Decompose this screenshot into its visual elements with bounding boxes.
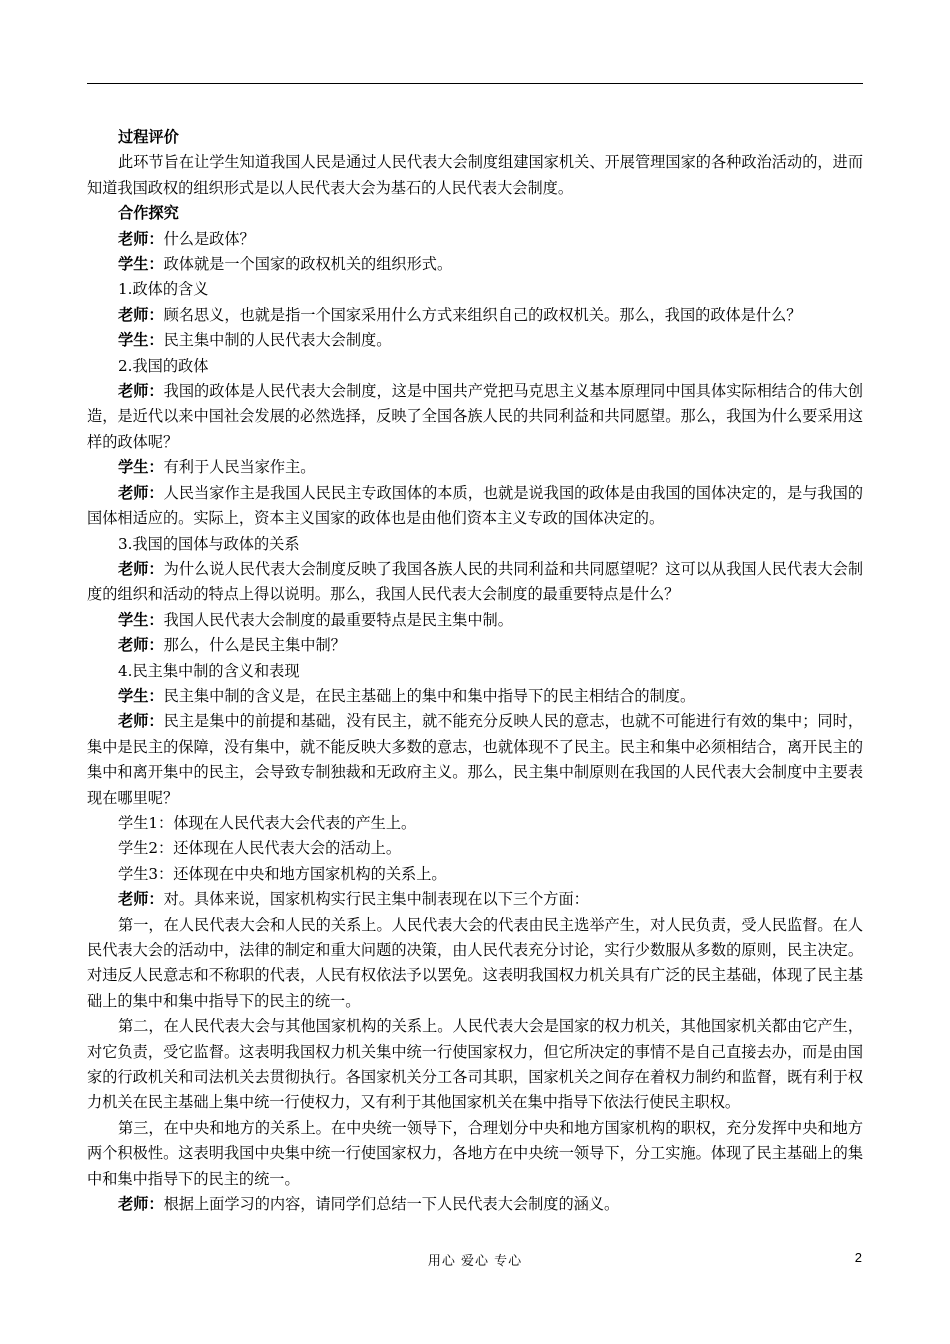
paragraph-text: 那么，什么是民主集中制？ bbox=[163, 636, 346, 655]
speaker-label: 老师： bbox=[118, 229, 164, 248]
paragraph-text: 对。具体来说，国家机构实行民主集中制表现在以下三个方面： bbox=[163, 890, 589, 909]
paragraph-text: 人民当家作主是我国人民民主专政国体的本质，也就是说我国的政体是由我国的国体决定的，是与我国的国体相适应的。实际上，资本主义国家的政体也是由他们资本主义专政的国体决定的。 bbox=[87, 483, 864, 528]
dialogue-paragraph bbox=[87, 1014, 863, 1116]
paragraph-text: 第三，在中央和地方的关系上。在中央统一领导下，合理划分中央和地方国家机构的职权，充分发挥中央和地方两个积极性。这表明我国中央集中统一行使国家权力，各地方在中央统一领导下，分工实施。体现了民主基础上的集中和集中指导下的民主的统一。 bbox=[87, 1118, 863, 1188]
paragraph-text: 民主集中制的含义是，在民主基础上的集中和集中指导下的民主相结合的制度。 bbox=[163, 686, 696, 705]
speaker-label: 老师： bbox=[118, 890, 164, 909]
dialogue-paragraph bbox=[87, 1192, 863, 1217]
dialogue-paragraph bbox=[87, 1116, 863, 1192]
dialogue-paragraph bbox=[87, 684, 863, 709]
dialogue-paragraph bbox=[87, 913, 863, 1015]
speaker-label: 老师： bbox=[118, 382, 164, 401]
dialogue-paragraph bbox=[87, 633, 863, 658]
paragraph-text: 第二，在人民代表大会与其他国家机构的关系上。人民代表大会是国家的权力机关，其他国家机关都由它产生，对它负责，受它监督。这表明我国权力机关集中统一行使国家权力，但它所决定的事情不是自己直接去办，而是由国家的行政机关和司法机关去贯彻执行。各国家机关分工各司其职，国家机关之间存在着权力制约和监督，既有利于权力机关在民主基础上集中统一行使权力，又有利于其他国家机关在集中指导下依法行使民主职权。 bbox=[87, 1017, 863, 1112]
dialogue-paragraph bbox=[87, 328, 863, 353]
paragraph-text: 我国人民代表大会制度的最重要特点是民主集中制。 bbox=[163, 610, 513, 629]
speaker-label: 学生： bbox=[118, 331, 164, 350]
dialogue-paragraph bbox=[87, 659, 863, 684]
speaker-label: 老师： bbox=[118, 305, 164, 324]
dialogue-paragraph bbox=[87, 557, 863, 608]
paragraph-text: 政体就是一个国家的政权机关的组织形式。 bbox=[163, 255, 453, 274]
dialogue-paragraph bbox=[87, 836, 863, 861]
paragraph-text: 2.我国的政体 bbox=[118, 356, 209, 375]
dialogue-paragraph bbox=[87, 481, 863, 532]
paragraph-text: 4.民主集中制的含义和表现 bbox=[118, 661, 300, 680]
section-heading-process: 过程评价 bbox=[118, 128, 179, 146]
speaker-label: 学生： bbox=[118, 255, 164, 274]
paragraph-text: 第一，在人民代表大会和人民的关系上。人民代表大会的代表由民主选举产生，对人民负责，受人民监督。在人民代表大会的活动中，法律的制定和重大问题的决策，由人民代表充分讨论，实行少数服从多数的原则，民主决定。对违反人民意志和不称职的代表，人民有权依法予以罢免。这表明我国权力机关具有广泛的民主基础，体现了民主基础上的集中和集中指导下的民主的统一。 bbox=[87, 915, 863, 1010]
paragraph-text: 顾名思义，也就是指一个国家采用什么方式来组织自己的政权机关。那么，我国的政体是什么？ bbox=[163, 305, 802, 324]
paragraph-text: 我国的政体是人民代表大会制度，这是中国共产党把马克思主义基本原理同中国具体实际相结合的伟大创造，是近代以来中国社会发展的必然选择，反映了全国各族人民的共同利益和共同愿望。那么，我国为什么要采用这样的政体呢？ bbox=[87, 382, 864, 451]
paragraph-text: 学生1：体现在人民代表大会代表的产生上。 bbox=[118, 813, 417, 832]
page-footer bbox=[0, 1250, 950, 1270]
dialogue-paragraph bbox=[87, 227, 863, 252]
section-heading-cooperation: 合作探究 bbox=[118, 204, 179, 223]
document-body bbox=[87, 125, 863, 1217]
speaker-label: 老师： bbox=[118, 712, 164, 731]
paragraph-text: 学生2：还体现在人民代表大会的活动上。 bbox=[118, 839, 402, 858]
page-number: 2 bbox=[854, 1250, 862, 1265]
dialogue-paragraph bbox=[87, 303, 863, 328]
paragraph-text: 为什么说人民代表大会制度反映了我国各族人民的共同利益和共同愿望呢？这可以从我国人民代表大会制度的组织和活动的特点上得以说明。那么，我国人民代表大会制度的最重要特点是什么？ bbox=[87, 559, 864, 604]
dialogue-list bbox=[87, 227, 863, 1218]
dialogue-paragraph bbox=[87, 532, 863, 557]
paragraph-text: 3.我国的国体与政体的关系 bbox=[118, 534, 300, 553]
dialogue-paragraph bbox=[87, 379, 863, 455]
dialogue-paragraph bbox=[87, 862, 863, 887]
speaker-label: 老师： bbox=[118, 483, 164, 502]
dialogue-paragraph bbox=[87, 709, 863, 811]
paragraph-text: 1.政体的含义 bbox=[118, 280, 209, 299]
dialogue-paragraph bbox=[87, 252, 863, 277]
paragraph-text: 什么是政体？ bbox=[163, 229, 255, 248]
speaker-label: 学生： bbox=[118, 610, 164, 629]
paragraph-text: 有利于人民当家作主。 bbox=[163, 458, 316, 477]
speaker-label: 学生： bbox=[118, 458, 164, 477]
dialogue-paragraph bbox=[87, 455, 863, 480]
dialogue-paragraph bbox=[87, 277, 863, 302]
dialogue-paragraph bbox=[87, 354, 863, 379]
speaker-label: 老师： bbox=[118, 559, 164, 578]
paragraph-text: 根据上面学习的内容，请同学们总结一下人民代表大会制度的涵义。 bbox=[163, 1195, 620, 1214]
speaker-label: 老师： bbox=[118, 636, 164, 655]
speaker-label: 学生： bbox=[118, 686, 164, 705]
footer-motto: 用心 爱心 专心 bbox=[427, 1254, 523, 1269]
intro-paragraph: 此环节旨在让学生知道我国人民是通过人民代表大会制度组建国家机关、开展管理国家的各种政治活动的，进而知道我国政权的组织形式是以人民代表大会为基石的人民代表大会制度。 bbox=[87, 153, 863, 197]
dialogue-paragraph bbox=[87, 811, 863, 836]
paragraph-text: 民主是集中的前提和基础，没有民主，就不能充分反映人民的意志，也就不可能进行有效的集中；同时，集中是民主的保障，没有集中，就不能反映大多数的意志，也就体现不了民主。民主和集中必须相结合，离开民主的集中和离开集中的民主，会导致专制独裁和无政府主义。那么，民主集中制原则在我国的人民代表大会制度中主要表现在哪里呢？ bbox=[87, 712, 864, 807]
dialogue-paragraph bbox=[87, 887, 863, 912]
header-rule bbox=[87, 83, 863, 84]
dialogue-paragraph bbox=[87, 608, 863, 633]
paragraph-text: 学生3：还体现在中央和地方国家机构的关系上。 bbox=[118, 864, 447, 883]
speaker-label: 老师： bbox=[118, 1195, 164, 1214]
paragraph-text: 民主集中制的人民代表大会制度。 bbox=[163, 331, 392, 350]
